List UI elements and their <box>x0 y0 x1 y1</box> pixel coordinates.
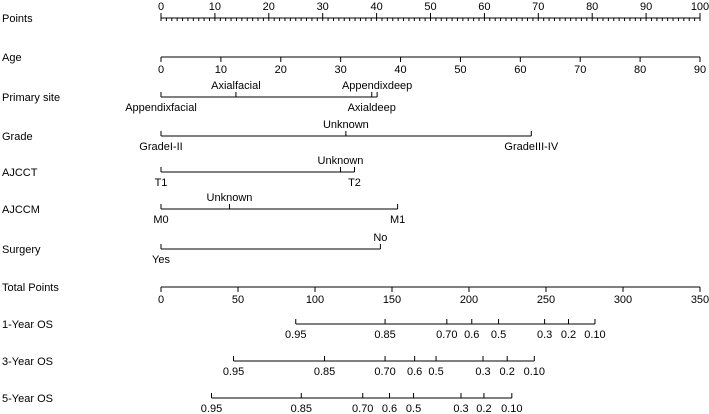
level-label: Axialdeep <box>347 102 396 114</box>
nomogram-row <box>2 232 387 266</box>
tick-label: 80 <box>633 64 647 76</box>
prob-label: 0.2 <box>499 366 515 378</box>
tick-label: 90 <box>639 1 653 13</box>
tick-label: 100 <box>305 294 325 306</box>
level-label: Unknown <box>206 192 253 204</box>
prob-label: 0.3 <box>453 403 469 414</box>
level-label: Unknown <box>317 155 364 167</box>
level-label: Axialfacial <box>211 80 261 92</box>
row-label: 1-Year OS <box>2 319 53 331</box>
prob-label: 0.10 <box>584 329 606 341</box>
row-label: 3-Year OS <box>2 356 53 368</box>
tick-label: 60 <box>478 1 491 13</box>
prob-label: 0.70 <box>436 329 458 341</box>
nomogram-row <box>2 393 523 414</box>
prob-label: 0.6 <box>464 329 480 341</box>
row-label: Surgery <box>2 244 41 256</box>
level-label: Appendixfacial <box>125 102 197 114</box>
tick-label: 30 <box>334 64 347 76</box>
nomogram-row <box>2 155 363 189</box>
tick-label: 90 <box>693 64 707 76</box>
nomogram-row <box>2 319 606 341</box>
nomogram-row <box>2 119 559 153</box>
row-label: Primary site <box>2 92 61 104</box>
prob-label: 0.85 <box>290 403 313 414</box>
prob-label: 0.95 <box>222 366 245 378</box>
tick-label: 40 <box>370 1 383 13</box>
tick-label: 70 <box>532 1 545 13</box>
level-label: No <box>373 232 388 244</box>
tick-label: 50 <box>454 64 467 76</box>
tick-label: 0 <box>157 64 165 76</box>
level-label: Unknown <box>322 119 369 131</box>
tick-label: 10 <box>208 1 222 13</box>
prob-label: 0.70 <box>374 366 396 378</box>
prob-label: 0.2 <box>476 403 492 414</box>
prob-label: 0.10 <box>501 403 523 414</box>
nomogram-row <box>2 52 706 76</box>
level-label: T1 <box>154 177 168 189</box>
nomogram-row <box>2 80 412 114</box>
level-label: GradeI-II <box>139 141 183 153</box>
tick-label: 200 <box>459 294 479 306</box>
level-label: T2 <box>348 177 361 189</box>
tick-label: 300 <box>613 294 633 306</box>
tick-label: 70 <box>574 64 587 76</box>
tick-label: 10 <box>214 64 228 76</box>
row-label: 5-Year OS <box>2 393 53 405</box>
prob-label: 0.5 <box>490 329 507 341</box>
tick-label: 80 <box>586 1 599 13</box>
prob-label: 0.85 <box>313 366 336 378</box>
row-label: AJCCM <box>2 204 40 216</box>
prob-label: 0.85 <box>374 329 396 341</box>
tick-label: 40 <box>394 64 407 76</box>
row-label: Age <box>2 52 22 64</box>
nomogram-row <box>2 192 405 226</box>
prob-label: 0.95 <box>200 403 223 414</box>
tick-label: 50 <box>424 1 437 13</box>
prob-label: 0.6 <box>381 403 398 414</box>
level-label: Yes <box>152 254 170 266</box>
row-label: Points <box>2 13 33 25</box>
prob-label: 0.5 <box>405 403 422 414</box>
prob-label: 0.70 <box>352 403 374 414</box>
tick-label: 20 <box>274 64 287 76</box>
prob-label: 0.5 <box>428 366 444 378</box>
tick-label: 150 <box>382 294 402 306</box>
prob-label: 0.2 <box>560 329 577 341</box>
tick-label: 350 <box>690 294 709 306</box>
prob-label: 0.10 <box>523 366 546 378</box>
prob-label: 0.3 <box>536 329 553 341</box>
level-label: Appendixdeep <box>341 80 413 92</box>
prob-label: 0.95 <box>285 329 307 341</box>
nomogram-row <box>2 356 545 378</box>
nomogram-row <box>2 1 709 25</box>
level-label: M0 <box>153 214 169 226</box>
prob-label: 0.6 <box>406 366 423 378</box>
level-label: GradeIII-IV <box>504 141 559 153</box>
tick-label: 20 <box>262 1 275 13</box>
level-label: M1 <box>389 214 406 226</box>
row-label: Total Points <box>2 282 59 294</box>
tick-label: 100 <box>690 1 709 13</box>
tick-label: 60 <box>514 64 527 76</box>
prob-label: 0.3 <box>475 366 491 378</box>
tick-label: 30 <box>316 1 329 13</box>
tick-label: 50 <box>231 294 245 306</box>
nomogram-row <box>2 282 709 306</box>
tick-label: 0 <box>157 1 165 13</box>
tick-label: 0 <box>157 294 165 306</box>
tick-label: 250 <box>536 294 556 306</box>
row-label: Grade <box>2 131 33 143</box>
row-label: AJCCT <box>2 167 38 179</box>
